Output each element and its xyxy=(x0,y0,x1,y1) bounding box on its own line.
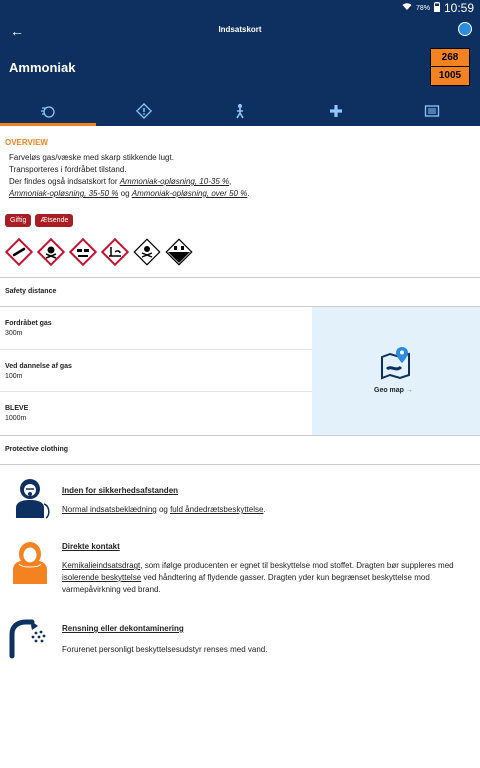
person-icon xyxy=(232,103,248,119)
link-insulating-protection[interactable]: isolerende beskyttelse xyxy=(62,573,142,582)
substance-header xyxy=(0,46,480,96)
overview-line: Farveløs gas/væske med skarp stikkende lugt. xyxy=(9,153,174,162)
corrosion-pictogram-icon xyxy=(69,238,97,266)
map-pin-icon xyxy=(378,345,414,381)
wifi-icon xyxy=(402,2,412,14)
text-segment: og xyxy=(156,505,171,514)
separator: , xyxy=(229,177,232,186)
safety-distance-title: Safety distance xyxy=(5,288,57,295)
protective-item-decontamination xyxy=(0,614,480,664)
text-segment: . xyxy=(263,505,266,514)
link-chemical-suit[interactable]: Kemikalieindsatsdragt xyxy=(62,561,141,570)
distance-value: 100m xyxy=(5,372,23,380)
overview-line xyxy=(9,176,469,188)
geo-map-label xyxy=(374,387,413,394)
breathing-apparatus-icon xyxy=(8,476,52,520)
battery-icon xyxy=(434,2,440,15)
list-item xyxy=(0,392,312,435)
link-breathing-protection[interactable]: fuld åndedrætsbeskyttelse xyxy=(170,505,264,514)
badge-corrosive: Ætsende xyxy=(35,214,73,227)
text-segment: , som ifølge producenten er egnet til beskyttelse mod stoffet. Dragten bør suppleres med xyxy=(140,561,454,570)
distance-value: 1000m xyxy=(5,415,27,423)
geo-map-button[interactable] xyxy=(312,307,480,435)
divider xyxy=(0,277,480,278)
status-bar xyxy=(0,0,480,16)
link-normal-clothing[interactable]: Normal indsatsbeklædning xyxy=(62,505,157,514)
hazard-plate xyxy=(430,48,470,86)
tab-bar xyxy=(0,96,480,126)
protective-item-contact xyxy=(0,536,480,602)
distance-value: 300m xyxy=(5,330,23,337)
separator: og xyxy=(118,189,132,198)
tab-info[interactable] xyxy=(384,96,480,126)
tab-person[interactable] xyxy=(192,96,288,126)
page-title: Indsatskort xyxy=(218,25,262,34)
safety-distance-list xyxy=(0,307,312,435)
app-bar xyxy=(0,16,480,46)
tab-warning[interactable] xyxy=(96,96,192,126)
fire-icon xyxy=(40,103,56,119)
divider xyxy=(0,464,480,465)
hazard-number: 268 xyxy=(431,49,469,67)
distance-label: Ved dannelse af gas xyxy=(5,362,72,370)
transport-toxic-label-icon xyxy=(133,238,161,266)
link-ammonia-35-50[interactable]: Ammoniak-opløsning, 35-50 % xyxy=(9,189,119,198)
distance-label: BLEVE xyxy=(5,405,29,413)
protective-item-title[interactable]: Direkte kontakt xyxy=(62,542,120,551)
overview-line: Transporteres i fordråbet tilstand. xyxy=(9,165,127,174)
link-ammonia-over-50[interactable]: Ammoniak-opløsning, over 50 % xyxy=(131,189,248,198)
skull-pictogram-icon xyxy=(37,238,65,266)
card-icon xyxy=(424,103,440,119)
protective-item-description: Forurenet personligt beskyttelsesudstyr renses med vand. xyxy=(62,645,268,654)
warning-icon xyxy=(136,103,152,119)
home-icon[interactable] xyxy=(458,22,472,36)
gas-cylinder-pictogram-icon xyxy=(5,238,33,266)
protective-item-breathing xyxy=(0,474,480,524)
divider xyxy=(0,435,480,436)
protective-item-title[interactable]: Rensning eller dekontaminering xyxy=(62,624,184,633)
protective-item-description xyxy=(62,560,472,596)
overview-line xyxy=(9,188,469,200)
link-ammonia-10-35[interactable]: Ammoniak-opløsning, 10-35 % xyxy=(119,177,230,186)
chemical-suit-icon xyxy=(8,540,52,584)
text-segment: ved håndtering af flydende gasser. Dragten yder kun begrænset beskyttelse mod varmepåvirkning ved brand. xyxy=(62,573,430,594)
environment-pictogram-icon xyxy=(101,238,129,266)
tab-firstaid[interactable] xyxy=(288,96,384,126)
plus-icon xyxy=(328,103,344,119)
clock: 10:59 xyxy=(443,1,474,15)
list-item xyxy=(0,307,312,350)
hazard-pictograms xyxy=(5,238,193,266)
list-item xyxy=(0,350,312,393)
transport-corrosive-label-icon xyxy=(165,238,193,266)
overview-title: OVERVIEW xyxy=(5,138,48,147)
substance-name: Ammoniak xyxy=(9,60,76,75)
back-arrow-icon[interactable]: ← xyxy=(10,23,24,39)
safety-distance-section xyxy=(0,307,480,435)
protective-clothing-title: Protective clothing xyxy=(5,446,69,453)
battery-percent: 78% xyxy=(415,4,430,12)
un-number: 1005 xyxy=(438,70,462,81)
protective-item-title[interactable]: Inden for sikkerhedsafstanden xyxy=(62,486,179,495)
arrow-right-icon: → xyxy=(405,387,413,394)
overview-description xyxy=(9,152,469,200)
protective-item-description xyxy=(62,504,472,516)
separator: . xyxy=(247,189,250,198)
geo-map-text: Geo map xyxy=(374,387,404,394)
shower-icon xyxy=(8,616,52,660)
tab-fire[interactable] xyxy=(0,96,96,126)
hazard-badges xyxy=(5,214,73,227)
distance-label: Fordråbet gas xyxy=(5,320,52,327)
badge-toxic: Giftig xyxy=(5,214,31,227)
overview-prefix: Der findes også indsatskort for xyxy=(9,177,120,186)
